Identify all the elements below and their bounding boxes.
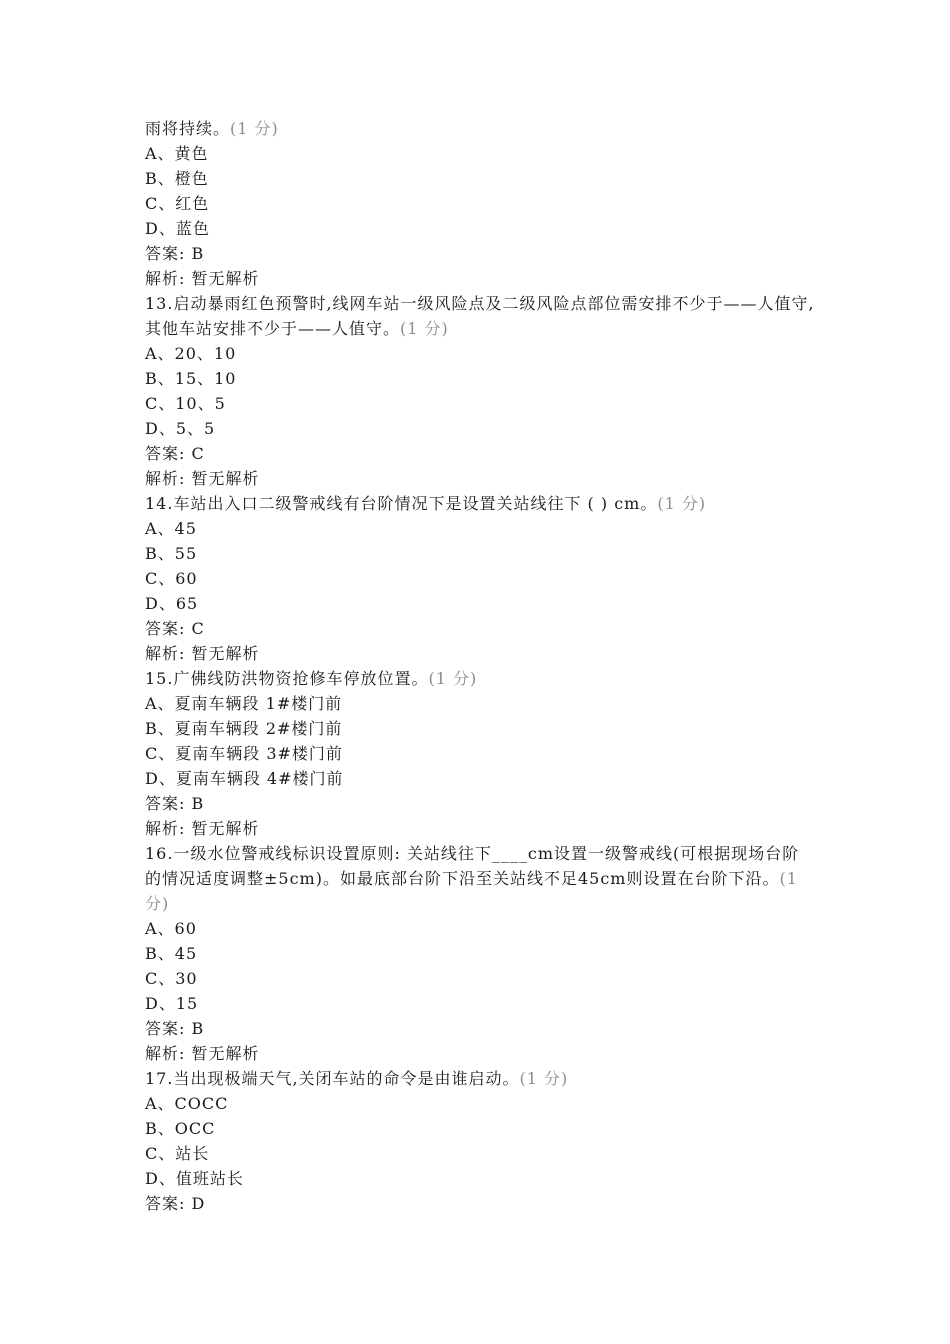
analysis: 解析: 暂无解析 (145, 819, 260, 838)
analysis: 解析: 暂无解析 (145, 469, 260, 488)
answer: 答案: B (145, 244, 205, 263)
question-16 (145, 841, 815, 1066)
question-text: 13.启动暴雨红色预警时,线网车站一级风险点及二级风险点部位需安排不少于——人值守,其他车站安排不少于——人值守。 (145, 294, 815, 338)
question-text: 雨将持续。 (145, 119, 231, 138)
answer: 答案: C (145, 444, 205, 463)
option-a: A、20、10 (145, 344, 237, 363)
question-score: (1 分) (145, 869, 798, 913)
option-a: A、60 (145, 919, 197, 938)
option-a: A、夏南车辆段 1#楼门前 (145, 694, 343, 713)
option-c: C、红色 (145, 194, 210, 213)
option-d: D、15 (145, 994, 199, 1013)
option-c: C、60 (145, 569, 198, 588)
option-c: C、站长 (145, 1144, 210, 1163)
option-b: B、55 (145, 544, 198, 563)
option-d: D、5、5 (145, 419, 216, 438)
analysis: 解析: 暂无解析 (145, 644, 260, 663)
option-b: B、夏南车辆段 2#楼门前 (145, 719, 343, 738)
option-c: C、30 (145, 969, 198, 988)
option-b: B、OCC (145, 1119, 216, 1138)
question-score: (1 分) (230, 119, 279, 138)
question-list (145, 116, 815, 1216)
answer: 答案: B (145, 1019, 205, 1038)
option-b: B、45 (145, 944, 198, 963)
option-d: D、值班站长 (145, 1169, 244, 1188)
question-score: (1 分) (428, 669, 478, 688)
option-a: A、45 (145, 519, 197, 538)
question-text: 16.一级水位警戒线标识设置原则: 关站线往下____cm设置一级警戒线(可根据现场台阶的情况适度调整±5cm)。如最底部台阶下沿至关站线不足45cm则设置在台阶下沿。 (145, 844, 800, 888)
answer: 答案: C (145, 619, 205, 638)
answer: 答案: B (145, 794, 205, 813)
option-d: D、夏南车辆段 4#楼门前 (145, 769, 344, 788)
question-text: 14.车站出入口二级警戒线有台阶情况下是设置关站线往下 ( ) cm。 (145, 494, 658, 513)
analysis: 解析: 暂无解析 (145, 269, 260, 288)
question-15 (145, 666, 815, 841)
question-text: 15.广佛线防洪物资抢修车停放位置。 (145, 669, 429, 688)
option-b: B、15、10 (145, 369, 237, 388)
question-12-continuation (145, 116, 815, 291)
question-score: (1 分) (519, 1069, 569, 1088)
question-17 (145, 1066, 815, 1216)
question-score: (1 分) (657, 494, 707, 513)
option-d: D、蓝色 (145, 219, 210, 238)
question-13 (145, 291, 815, 491)
option-c: C、10、5 (145, 394, 226, 413)
answer: 答案: D (145, 1194, 206, 1213)
option-a: A、COCC (145, 1094, 229, 1113)
option-c: C、夏南车辆段 3#楼门前 (145, 744, 343, 763)
question-14 (145, 491, 815, 666)
question-score: (1 分) (400, 319, 449, 338)
question-text: 17.当出现极端天气,关闭车站的命令是由谁启动。 (145, 1069, 520, 1088)
option-d: D、65 (145, 594, 199, 613)
option-a: A、黄色 (145, 144, 209, 163)
analysis: 解析: 暂无解析 (145, 1044, 260, 1063)
option-b: B、橙色 (145, 169, 209, 188)
